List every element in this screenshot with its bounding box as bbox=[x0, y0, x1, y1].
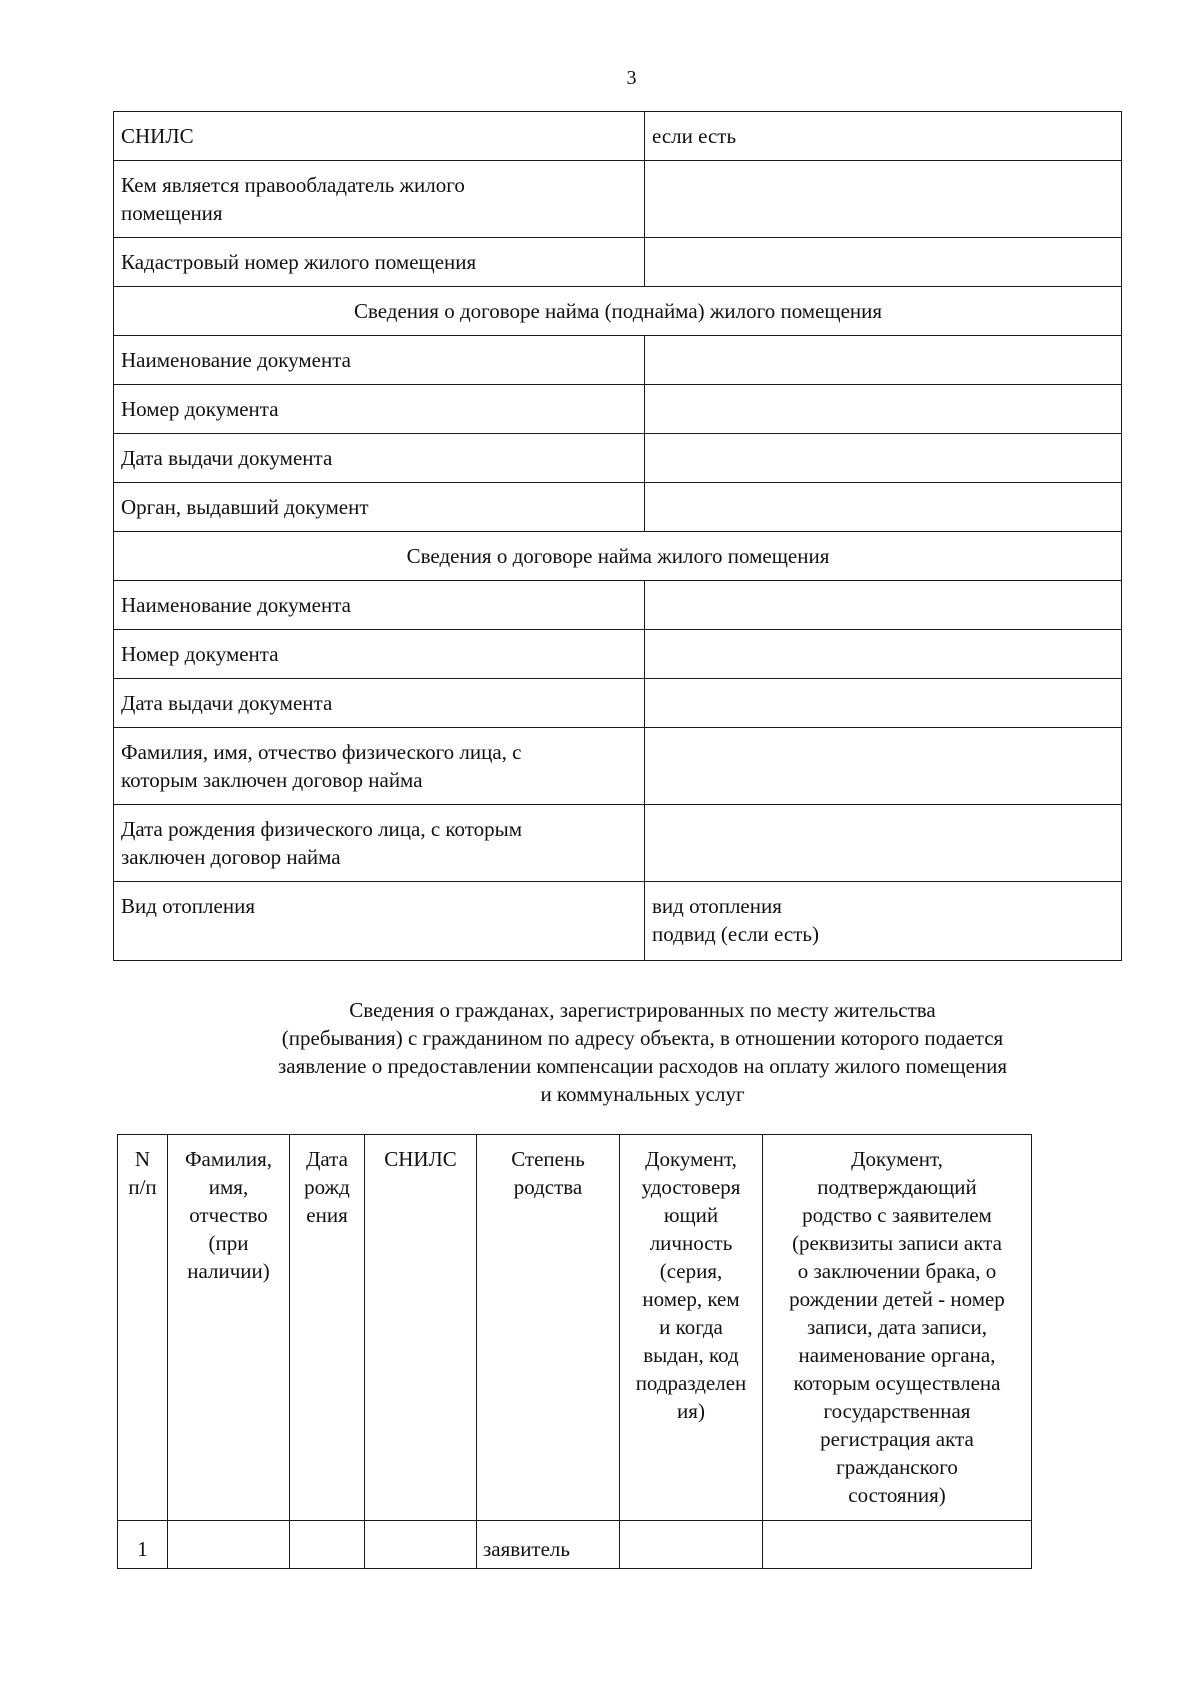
header-line: Документ, bbox=[851, 1147, 943, 1171]
header-line: (при bbox=[208, 1231, 249, 1255]
table-row bbox=[114, 532, 1122, 581]
caption-line: Сведения о гражданах, зарегистрированных по месту жительства bbox=[349, 998, 936, 1022]
table-row bbox=[114, 112, 1122, 161]
caption-line: заявление о предоставлении компенсации расходов на оплату жилого помещения bbox=[277, 1054, 1008, 1078]
lease-doc-number-label: Номер документа bbox=[114, 630, 645, 679]
header-line: подтверждающий bbox=[817, 1175, 977, 1199]
cadastral-label: Кадастровый номер жилого помещения bbox=[114, 238, 645, 287]
table-row bbox=[114, 336, 1122, 385]
header-line: родство с заявителем bbox=[802, 1203, 992, 1227]
header-line: наименование органа, bbox=[798, 1343, 996, 1367]
header-line: записи, дата записи, bbox=[807, 1315, 987, 1339]
header-full-name bbox=[168, 1135, 290, 1521]
tenant-name-label bbox=[114, 728, 645, 805]
sublease-doc-name-label: Наименование документа bbox=[114, 336, 645, 385]
lease-section-title: Сведения о договоре найма жилого помещения bbox=[114, 532, 1122, 581]
lease-doc-number-value bbox=[645, 630, 1122, 679]
table-row bbox=[114, 238, 1122, 287]
table-row bbox=[114, 483, 1122, 532]
snils-label: СНИЛС bbox=[114, 112, 645, 161]
table-row bbox=[114, 728, 1122, 805]
table-header-row bbox=[118, 1135, 1032, 1521]
header-line: номер, кем bbox=[642, 1287, 740, 1311]
cadastral-value bbox=[645, 238, 1122, 287]
row-id-document bbox=[620, 1521, 763, 1569]
header-line: Документ, bbox=[645, 1147, 737, 1171]
heating-value bbox=[645, 882, 1122, 961]
header-line: ия) bbox=[677, 1399, 705, 1423]
lease-doc-name-label: Наименование документа bbox=[114, 581, 645, 630]
sublease-doc-number-label: Номер документа bbox=[114, 385, 645, 434]
row-number: 1 bbox=[118, 1521, 168, 1569]
heating-subtype-line: подвид (если есть) bbox=[652, 922, 819, 946]
table-row bbox=[114, 385, 1122, 434]
row-birth-date bbox=[290, 1521, 365, 1569]
sublease-doc-number-value bbox=[645, 385, 1122, 434]
header-line: удостоверя bbox=[641, 1175, 741, 1199]
header-line: состояния) bbox=[848, 1483, 946, 1507]
table-row bbox=[114, 287, 1122, 336]
lease-doc-name-value bbox=[645, 581, 1122, 630]
header-line: регистрация акта bbox=[820, 1427, 974, 1451]
header-line: (реквизиты записи акта bbox=[792, 1231, 1002, 1255]
header-line: и когда bbox=[659, 1315, 723, 1339]
header-line: N bbox=[134, 1147, 151, 1171]
owner-label-line: помещения bbox=[121, 201, 223, 225]
header-id-document bbox=[620, 1135, 763, 1521]
header-line: рожд bbox=[304, 1175, 350, 1199]
heating-label: Вид отопления bbox=[114, 882, 645, 961]
citizens-caption bbox=[160, 996, 1125, 1108]
header-line: Дата bbox=[306, 1147, 348, 1171]
table-row bbox=[114, 805, 1122, 882]
header-line: Фамилия, bbox=[184, 1147, 273, 1171]
tenant-name-line: которым заключен договор найма bbox=[121, 768, 423, 792]
table-row bbox=[118, 1521, 1032, 1569]
sublease-doc-name-value bbox=[645, 336, 1122, 385]
sublease-section-title: Сведения о договоре найма (поднайма) жилого помещения bbox=[114, 287, 1122, 336]
header-birth-date bbox=[290, 1135, 365, 1521]
header-line: ения bbox=[306, 1203, 348, 1227]
tenant-name-line: Фамилия, имя, отчество физического лица, с bbox=[121, 740, 522, 764]
heating-type-line: вид отопления bbox=[652, 894, 782, 918]
header-line: выдан, код bbox=[643, 1343, 739, 1367]
header-line: государственная bbox=[823, 1399, 971, 1423]
header-snils bbox=[365, 1135, 477, 1521]
tenant-birth-line: заключен договор найма bbox=[121, 845, 341, 869]
header-line: (серия, bbox=[659, 1259, 723, 1283]
header-line: которым осуществлена bbox=[793, 1371, 1001, 1395]
header-kinship bbox=[477, 1135, 620, 1521]
header-line: гражданского bbox=[836, 1455, 958, 1479]
caption-line: (пребывания) с гражданином по адресу объекта, в отношении которого подается bbox=[281, 1026, 1004, 1050]
page-number: 3 bbox=[626, 67, 637, 89]
table-row bbox=[114, 581, 1122, 630]
header-relation-document bbox=[763, 1135, 1032, 1521]
lease-doc-date-label: Дата выдачи документа bbox=[114, 679, 645, 728]
owner-label-line: Кем является правообладатель жилого bbox=[121, 173, 465, 197]
header-line: имя, bbox=[208, 1175, 249, 1199]
header-line: наличии) bbox=[187, 1259, 270, 1283]
header-line: о заключении брака, о bbox=[797, 1259, 997, 1283]
header-line: отчество bbox=[189, 1203, 268, 1227]
tenant-birth-label bbox=[114, 805, 645, 882]
sublease-doc-date-value bbox=[645, 434, 1122, 483]
property-info-table bbox=[113, 111, 1122, 961]
header-line: СНИЛС bbox=[384, 1147, 457, 1171]
row-relation-document bbox=[763, 1521, 1032, 1569]
row-kinship: заявитель bbox=[477, 1521, 620, 1569]
header-number bbox=[118, 1135, 168, 1521]
row-snils bbox=[365, 1521, 477, 1569]
sublease-doc-date-label: Дата выдачи документа bbox=[114, 434, 645, 483]
table-row bbox=[114, 434, 1122, 483]
header-line: Степень bbox=[511, 1147, 585, 1171]
tenant-birth-value bbox=[645, 805, 1122, 882]
table-row bbox=[114, 679, 1122, 728]
tenant-birth-line: Дата рождения физического лица, с которым bbox=[121, 817, 523, 841]
header-line: личность bbox=[649, 1231, 733, 1255]
header-line: рождении детей - номер bbox=[789, 1287, 1005, 1311]
sublease-doc-issuer-label: Орган, выдавший документ bbox=[114, 483, 645, 532]
table-row bbox=[114, 882, 1122, 961]
lease-doc-date-value bbox=[645, 679, 1122, 728]
citizens-table bbox=[117, 1134, 1032, 1569]
row-full-name bbox=[168, 1521, 290, 1569]
owner-value bbox=[645, 161, 1122, 238]
table-row bbox=[114, 161, 1122, 238]
header-line: п/п bbox=[128, 1175, 157, 1199]
snils-value: если есть bbox=[645, 112, 1122, 161]
table-row bbox=[114, 630, 1122, 679]
tenant-name-value bbox=[645, 728, 1122, 805]
caption-line: и коммунальных услуг bbox=[540, 1082, 745, 1106]
sublease-doc-issuer-value bbox=[645, 483, 1122, 532]
header-line: подразделен bbox=[635, 1371, 747, 1395]
owner-label bbox=[114, 161, 645, 238]
header-line: родства bbox=[513, 1175, 583, 1199]
header-line: ющий bbox=[663, 1203, 719, 1227]
